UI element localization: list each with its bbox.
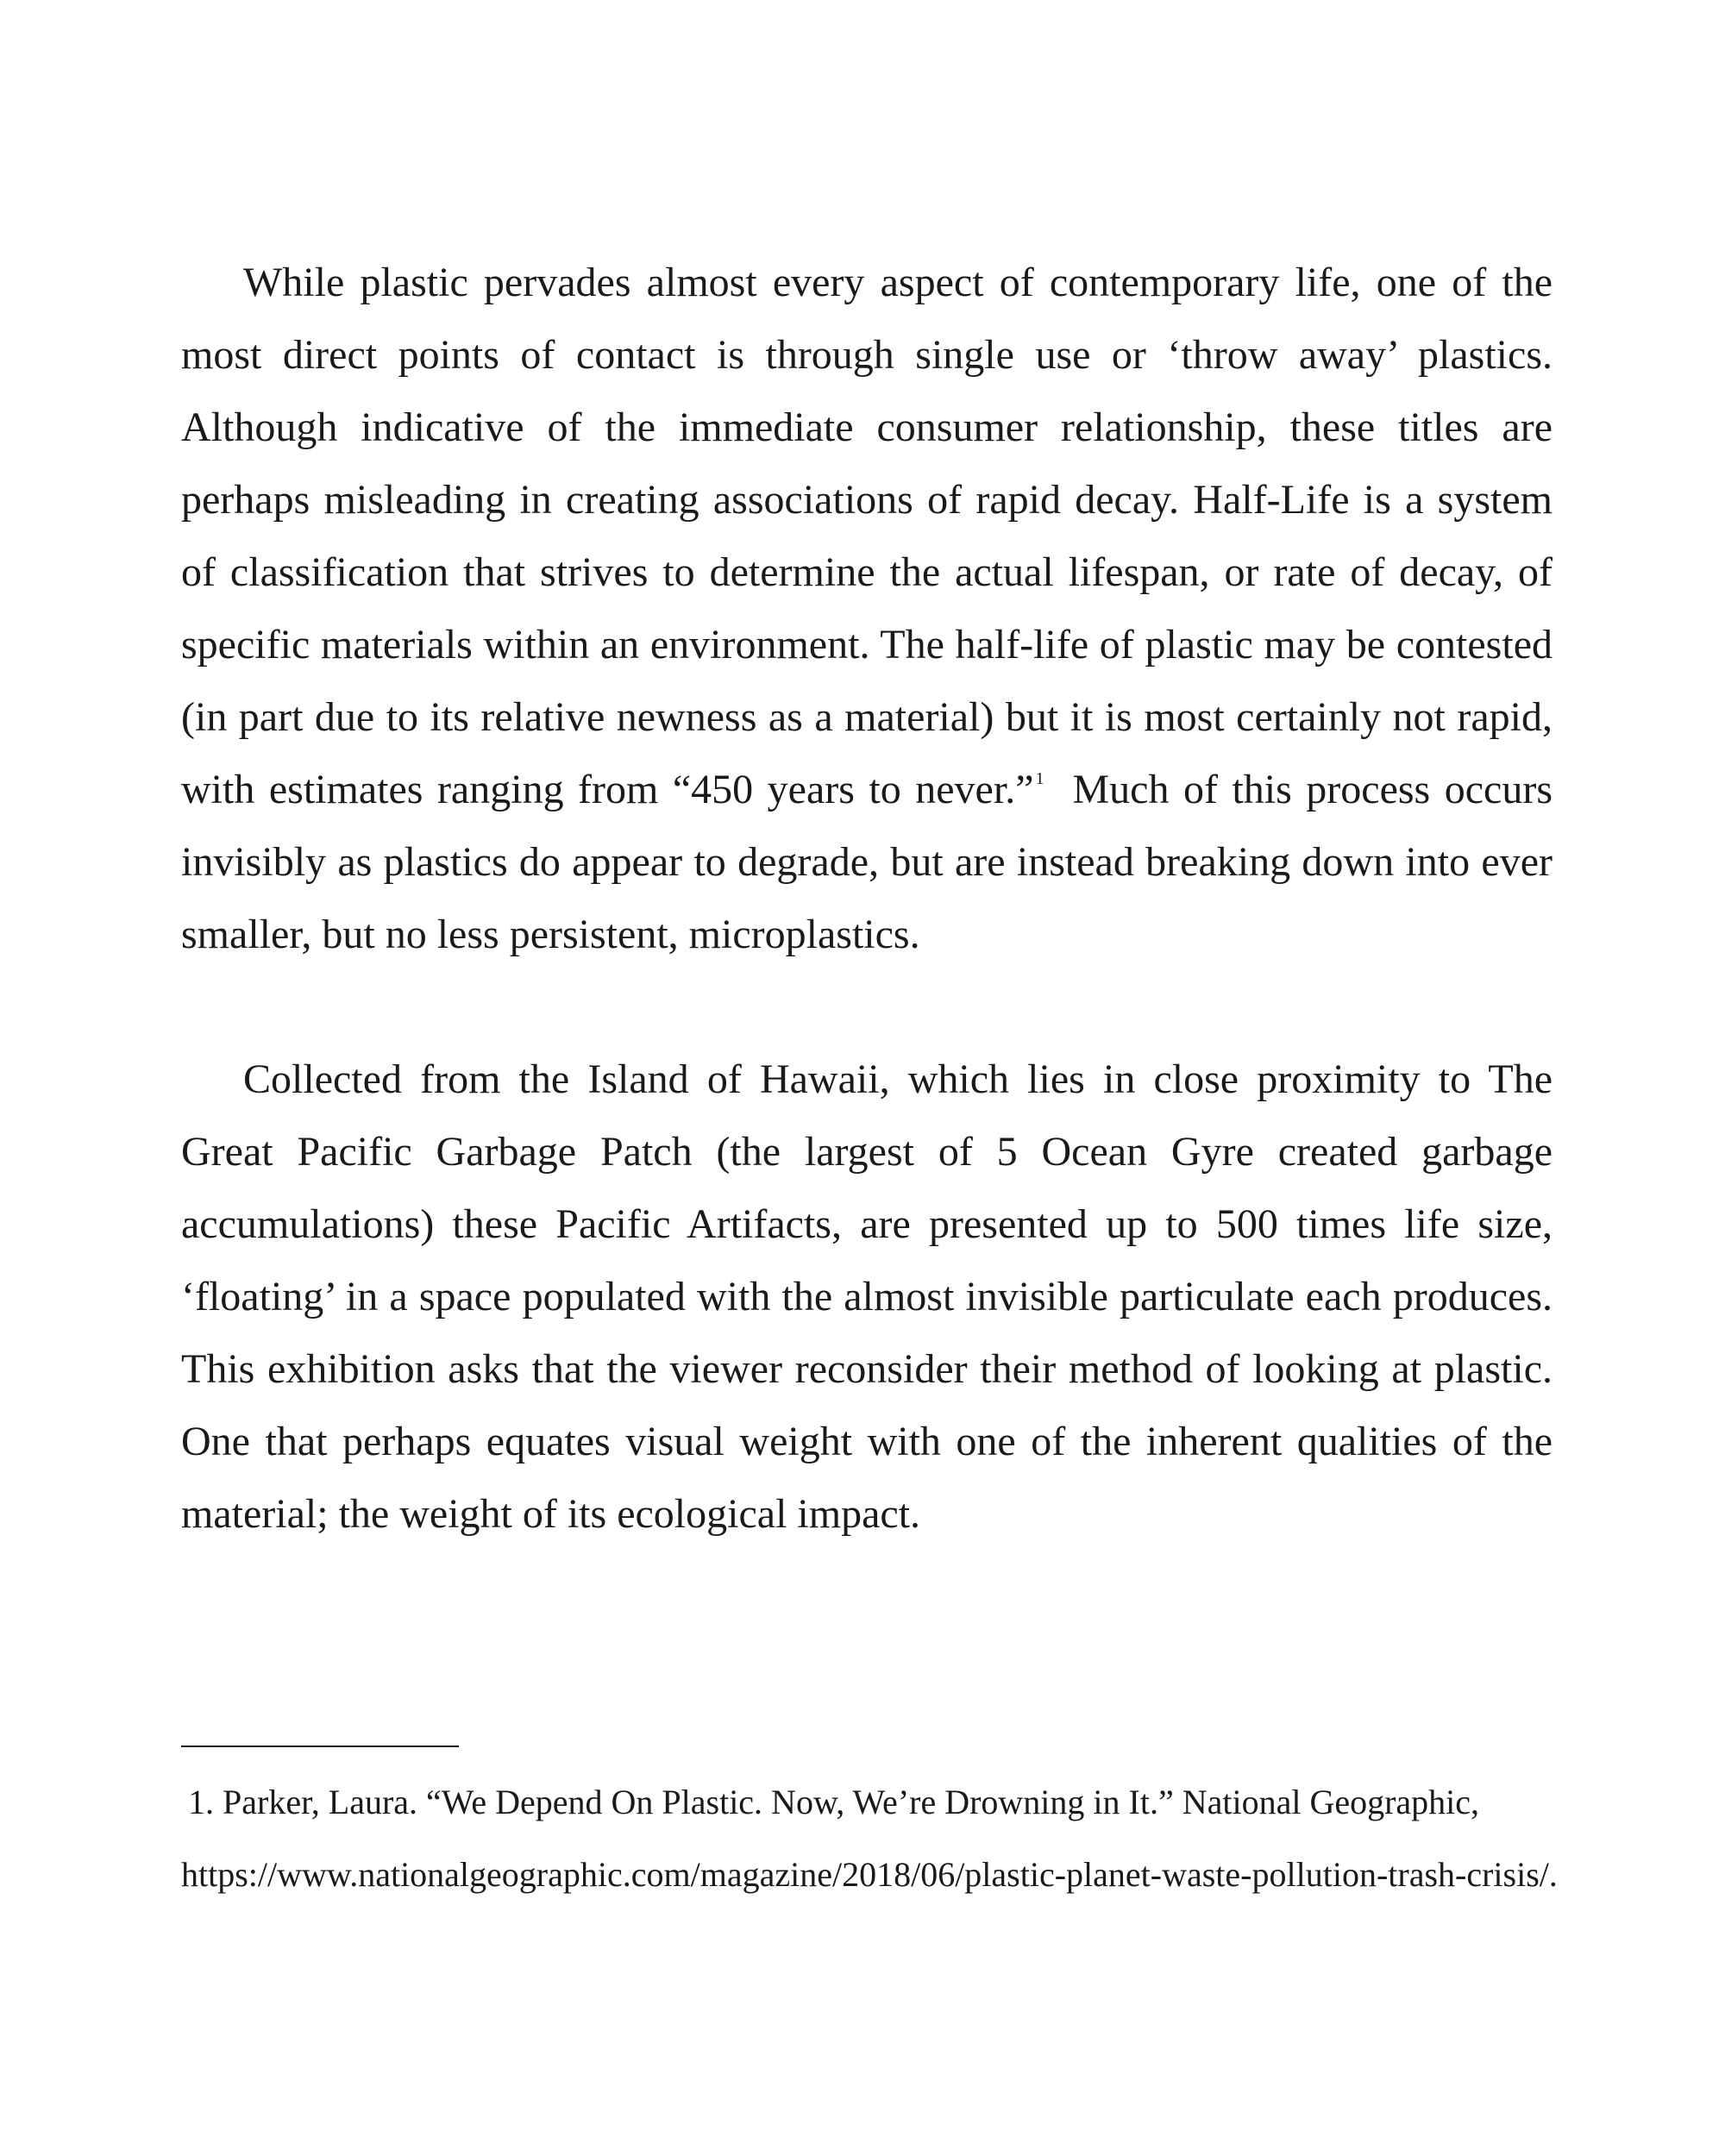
paragraph-1-text-after: Much of this process occurs invisibly as plastics do appear to degrade, but are instead breaking down into ever smaller, but no less persistent, microplastics. [181,767,1564,957]
paragraph-2-text: Collected from the Island of Hawaii, which lies in close proximity to The Great Pacific Garbage Patch (the largest of 5 Ocean Gyre created garbage accumulations) these Pacific Artifacts, are presented up to 500 times life size, ‘floating’ in a space populated with the almost invisible particulate each produces. This exhibition asks that the viewer reconsider their method of looking at plastic. One that perhaps equates visual weight with one of the inherent qualities of the material; the weight of its ecological impact. [181,1056,1552,1537]
footnote-citation-text: Parker, Laura. “We Depend On Plastic. Now, We’re Drowning in It.” National Geographic, [223,1783,1480,1821]
footnote-url: https://www.nationalgeographic.com/magazine/2018/06/plastic-planet-waste-pollution-trash-crisis/. [181,1855,1558,1894]
body-text [181,247,1564,1551]
footnote [181,1766,1561,1911]
paragraph-1-text: While plastic pervades almost every aspect of contemporary life, one of the most direct points of contact is through single use or ‘throw away’ plastics. Although indicative of the immediate consumer relationship, these titles are perhaps misleading in creating associations of rapid decay. Half-Life is a system of classification that strives to determine the actual lifespan, or rate of decay, of specific materials within an environment. The half-life of plastic may be contested (in part due to its relative newness as a material) but it is most certainly not rapid, with estimates ranging from “450 years to never.” [181,260,1552,812]
footnote-separator [181,1745,459,1747]
footnote-citation [181,1766,1561,1839]
paragraph-1 [181,247,1564,971]
footnote-number: 1. [188,1783,214,1821]
footnote-reference: 1 [1035,769,1044,788]
paragraph-2 [181,1044,1552,1551]
